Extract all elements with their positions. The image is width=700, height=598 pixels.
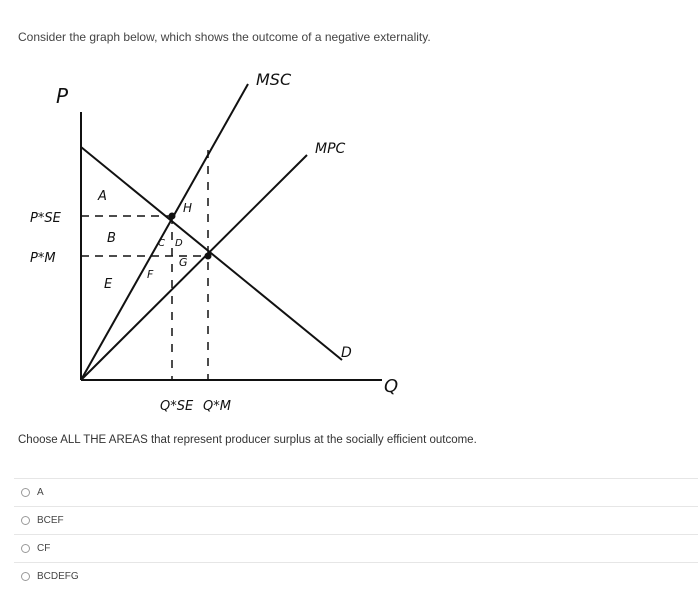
x-axis-label: Q (384, 376, 399, 397)
market-equilibrium-point (205, 253, 212, 260)
radio-button[interactable] (21, 544, 30, 553)
option-bcdefg[interactable] (14, 562, 698, 590)
area-d-label: D (175, 238, 183, 249)
area-b-label: B (107, 231, 116, 246)
option-label: A (37, 487, 44, 498)
price-m-label: P*M (30, 251, 56, 266)
radio-button[interactable] (21, 488, 30, 497)
question-text: Consider the graph below, which shows the outcome of a negative externality. (18, 30, 431, 44)
demand-curve (81, 147, 342, 360)
radio-button[interactable] (21, 572, 30, 581)
answer-options (14, 478, 698, 590)
area-e-label: E (104, 277, 113, 292)
demand-label: D (341, 345, 352, 361)
y-axis-label: P (56, 84, 69, 108)
price-se-label: P*SE (30, 211, 61, 226)
mpc-label: MPC (315, 141, 346, 157)
area-a-label: A (98, 189, 107, 204)
area-f-label: F (147, 268, 154, 281)
area-c-label: C (158, 238, 165, 249)
se-equilibrium-point (169, 213, 176, 220)
area-h-label: H (183, 201, 193, 215)
radio-button[interactable] (21, 516, 30, 525)
question-prompt: Choose ALL THE AREAS that represent producer surplus at the socially efficient outcome. (18, 434, 477, 446)
qty-se-label: Q*SE (160, 399, 194, 414)
msc-label: MSC (256, 70, 292, 89)
option-label: BCDEFG (37, 571, 79, 582)
option-a[interactable] (14, 478, 698, 506)
option-cf[interactable] (14, 534, 698, 562)
mpc-curve (81, 155, 307, 380)
qty-m-label: Q*M (203, 399, 231, 414)
option-label: BCEF (37, 515, 64, 526)
option-bcef[interactable] (14, 506, 698, 534)
option-label: CF (37, 543, 51, 554)
area-g-label: G (179, 256, 188, 269)
